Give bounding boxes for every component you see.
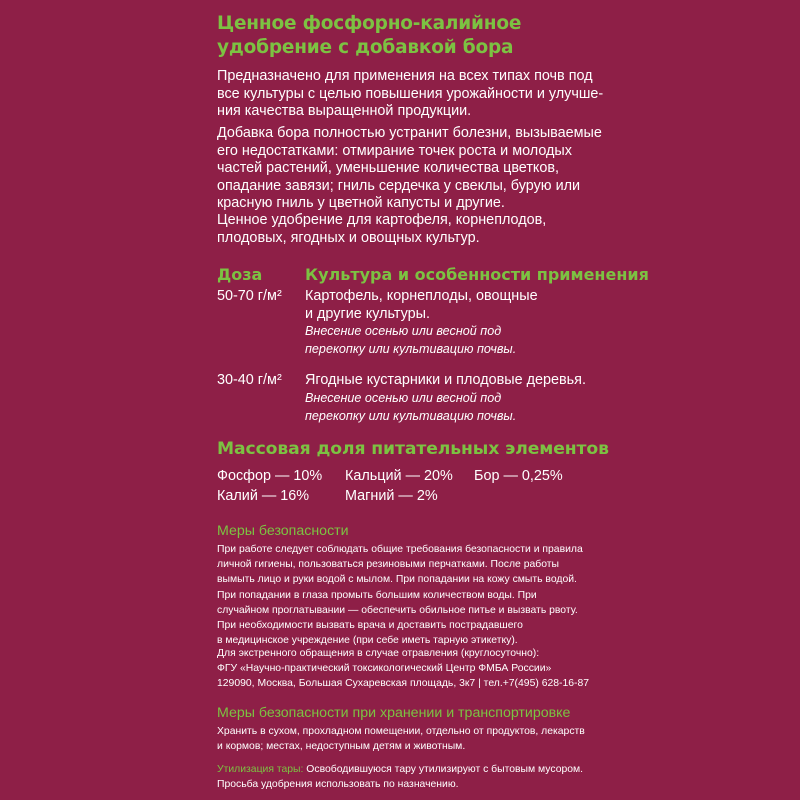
paragraph-line: Предназначено для применения на всех типах почв под	[217, 68, 593, 84]
crop-line: и другие культуры.	[305, 305, 430, 322]
title-line: Ценное фосфорно-калийное	[217, 13, 522, 34]
paragraph-line: Ценное удобрение для картофеля, корнеплодов,	[217, 212, 547, 228]
storage-heading: Меры безопасности при хранении и транспортировке	[217, 705, 571, 721]
storage-line: Хранить в сухом, прохладном помещении, отдельно от продуктов, лекарств	[217, 726, 585, 737]
dose-column-header: Доза	[217, 265, 263, 284]
dose-value: 30-40 г/м²	[217, 372, 282, 388]
safety-heading: Меры безопасности	[217, 523, 349, 539]
disposal-text	[217, 762, 583, 792]
safety-line: При попадании в глаза промыть большим количеством воды. При	[217, 589, 537, 601]
storage-text	[217, 724, 585, 754]
disposal-line	[217, 762, 583, 777]
paragraph-line: Добавка бора полностью устранит болезни, вызываемые	[217, 125, 602, 141]
paragraph-line: частей растений, уменьшение количества цветков,	[217, 160, 560, 177]
nutrient-phosphorus: Фосфор — 10%	[217, 468, 323, 484]
nutrient-boron: Бор — 0,25%	[474, 468, 563, 484]
product-title	[217, 12, 717, 60]
emergency-line: ФГУ «Научно-практический токсикологический Центр ФМБА России»	[217, 663, 552, 675]
safety-line: При работе следует соблюдать общие требования безопасности и правила	[217, 544, 583, 555]
crop-description	[305, 288, 538, 323]
disposal-description: Освободившуюся тару утилизируют с бытовым мусором.	[303, 764, 584, 775]
emergency-contact	[217, 646, 589, 692]
intro-paragraph	[217, 68, 604, 121]
safety-text	[217, 542, 583, 648]
crop-column-header: Культура и особенности применения	[305, 265, 649, 284]
safety-line: в медицинское учреждение (при себе иметь тарную этикетку).	[217, 635, 518, 647]
note-line: Внесение осенью или весной под	[305, 391, 502, 405]
nutrient-potassium: Калий — 16%	[217, 488, 310, 504]
safety-line: вымыть лицо и руки водой с мылом. При попадании на кожу смыть водой.	[217, 574, 577, 586]
disposal-line: Просьба удобрения использовать по назначению.	[217, 779, 459, 791]
title-line: удобрение с добавкой бора	[217, 37, 514, 58]
boron-paragraph	[217, 125, 602, 213]
disposal-label: Утилизация тары:	[217, 764, 304, 775]
safety-line: случайном проглатывании — обеспечить обильное питье и вызвать рвоту.	[217, 604, 578, 616]
emergency-line: Для экстренного обращения в случае отравления (круглосуточно):	[217, 648, 540, 659]
note-line: Внесение осенью или весной под	[305, 324, 502, 338]
paragraph-line: плодовых, ягодных и овощных культур.	[217, 229, 480, 246]
paragraph-line: все культуры с целью повышения урожайности и улучше-	[217, 85, 604, 102]
nutrient-magnesium: Магний — 2%	[345, 488, 438, 504]
paragraph-line: опадание завязи; гниль сердечка у свеклы, бурую или	[217, 177, 581, 194]
safety-line: При необходимости вызвать врача и доставить пострадавшего	[217, 620, 523, 632]
crop-line: Ягодные кустарники и плодовые деревья.	[305, 372, 586, 388]
nutrient-calcium: Кальций — 20%	[345, 468, 453, 484]
application-note	[305, 322, 516, 358]
paragraph-line: ния качества выращенной продукции.	[217, 103, 472, 120]
paragraph-line: его недостатками: отмирание точек роста и молодых	[217, 142, 572, 159]
storage-line: и кормов; местах, недоступным детям и животным.	[217, 741, 466, 753]
note-line: перекопку или культивацию почвы.	[305, 342, 517, 356]
dose-value: 50-70 г/м²	[217, 288, 282, 304]
note-line: перекопку или культивацию почвы.	[305, 409, 517, 423]
usage-paragraph	[217, 212, 597, 247]
crop-description	[305, 372, 586, 390]
emergency-line: 129090, Москва, Большая Сухаревская площадь, 3к7 | тел.+7(495) 628-16-87	[217, 678, 590, 690]
nutrients-heading: Массовая доля питательных элементов	[217, 439, 609, 459]
application-note	[305, 389, 516, 425]
safety-line: личной гигиены, пользоваться резиновыми перчатками. После работы	[217, 559, 559, 571]
paragraph-line: красную гниль у цветной капусты и другие.	[217, 195, 505, 212]
crop-line: Картофель, корнеплоды, овощные	[305, 288, 538, 304]
